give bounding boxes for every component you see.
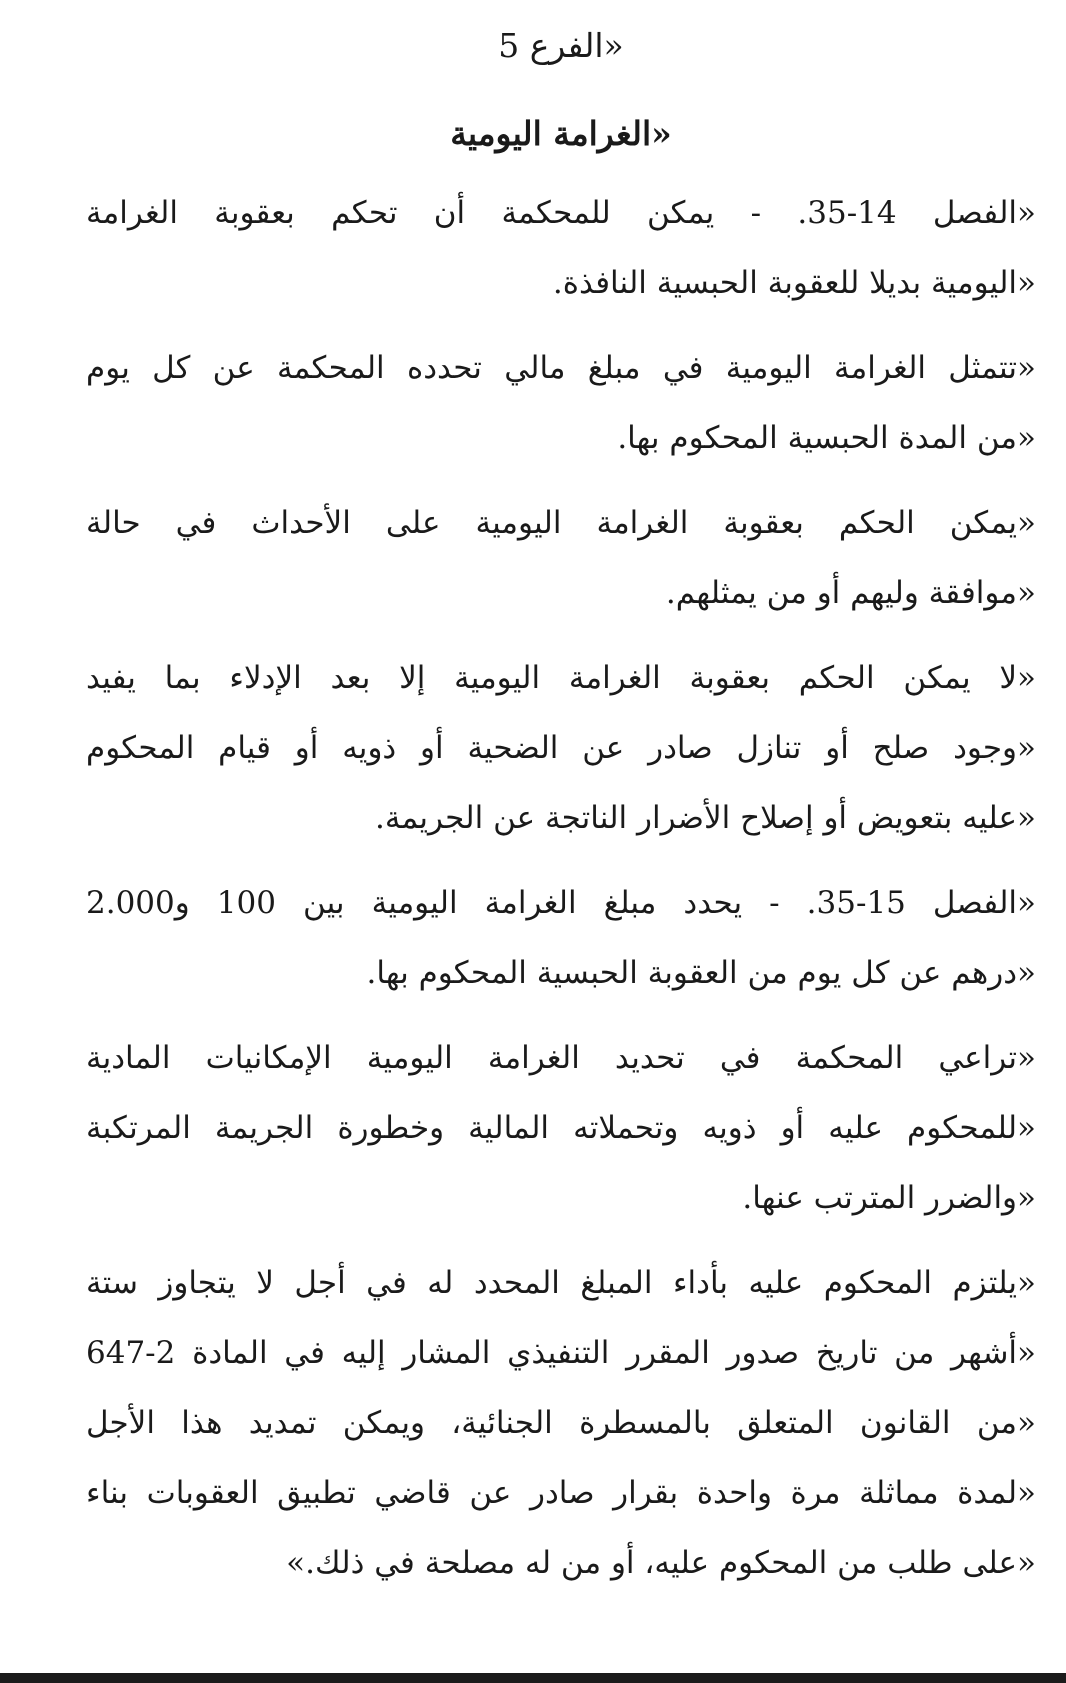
paragraph-4-line-1: «لا يمكن الحكم بعقوبة الغرامة اليومية إلا بعد الإدلاء بما يفيد <box>86 660 1036 696</box>
bottom-border <box>0 1673 1066 1683</box>
paragraph-7-line-5: «على طلب من المحكوم عليه، أو من له مصلحة في ذلك.» <box>286 1545 1036 1581</box>
paragraph-6-line-1: «تراعي المحكمة في تحديد الغرامة اليومية الإمكانيات المادية <box>86 1040 1036 1076</box>
paragraph-6-line-3: «والضرر المترتب عنها. <box>742 1180 1036 1216</box>
section-number: «الفرع 5 <box>498 26 624 65</box>
article-35-15-line-1: «الفصل 15-35. - يحدد مبلغ الغرامة اليومية بين 100 و2.000 <box>86 885 1036 921</box>
section-title: «الغرامة اليومية <box>450 114 672 153</box>
article-35-14-line-1: «الفصل 14-35. - يمكن للمحكمة أن تحكم بعقوبة الغرامة <box>86 195 1036 231</box>
paragraph-2-line-1: «تتمثل الغرامة اليومية في مبلغ مالي تحدده المحكمة عن كل يوم <box>86 350 1036 386</box>
paragraph-4-line-2: «وجود صلح أو تنازل صادر عن الضحية أو ذويه أو قيام المحكوم <box>86 730 1036 766</box>
article-35-15-line-2: «درهم عن كل يوم من العقوبة الحبسية المحكوم بها. <box>366 955 1036 991</box>
paragraph-7-line-3: «من القانون المتعلق بالمسطرة الجنائية، ويمكن تمديد هذا الأجل <box>86 1405 1036 1441</box>
paragraph-3-line-1: «يمكن الحكم بعقوبة الغرامة اليومية على الأحداث في حالة <box>86 505 1036 541</box>
paragraph-4-line-3: «عليه بتعويض أو إصلاح الأضرار الناتجة عن الجريمة. <box>375 800 1036 836</box>
paragraph-7-line-2: «أشهر من تاريخ صدور المقرر التنفيذي المشار إليه في المادة 2-647 <box>86 1335 1036 1371</box>
paragraph-6-line-2: «للمحكوم عليه أو ذويه وتحملاته المالية وخطورة الجريمة المرتكبة <box>86 1110 1036 1146</box>
article-35-14-line-2: «اليومية بديلا للعقوبة الحبسية النافذة. <box>552 265 1036 301</box>
paragraph-7-line-1: «يلتزم المحكوم عليه بأداء المبلغ المحدد له في أجل لا يتجاوز ستة <box>86 1265 1036 1301</box>
paragraph-2-line-2: «من المدة الحبسية المحكوم بها. <box>617 420 1036 456</box>
paragraph-7-line-4: «لمدة مماثلة مرة واحدة بقرار صادر عن قاضي تطبيق العقوبات بناء <box>86 1475 1036 1511</box>
paragraph-3-line-2: «موافقة وليهم أو من يمثلهم. <box>665 575 1036 611</box>
